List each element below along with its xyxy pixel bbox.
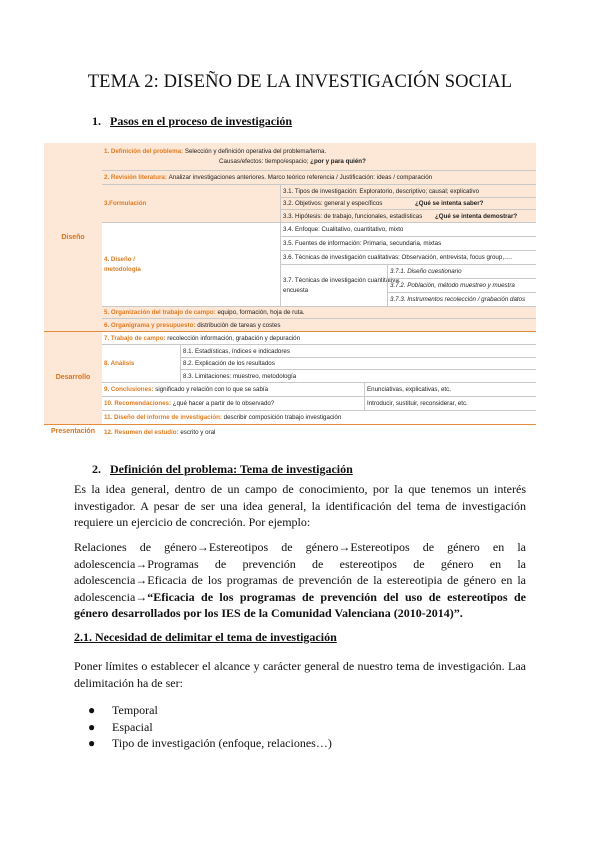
example-final-topic: “Eficacia de los programas de prevención del uso de estereotipos de género desarrollados por los IES de la Comunidad Valenciana (2010-2014)”. xyxy=(74,589,526,620)
paragraph-definition: Es la idea general, dentro de un campo de conocimiento, por la que tenemos un interés investigador. A pesar de ser una idea general, la identificación del tema de investigación requiere un ejercicio de concreción. Por ejemplo: xyxy=(74,482,526,529)
phase-desarrollo: Desarrollo xyxy=(44,331,102,424)
row-7-label: 7. Trabajo de campo: xyxy=(104,334,166,342)
row-4-label-1: 4. Diseño / xyxy=(104,256,135,263)
section-1-title: Pasos en el proceso de investigación xyxy=(110,114,293,128)
row-10-right: Introducir, sustituir, reconsiderar, etc. xyxy=(364,397,536,411)
section-1-heading xyxy=(92,114,292,129)
row-10 xyxy=(102,397,364,411)
row-2-label: 2. Revisión literatura: xyxy=(104,174,167,181)
row-9 xyxy=(102,383,364,397)
row-4-b: 3.5. Fuentes de información: Primaria, secundaria, mixtas xyxy=(280,237,536,251)
row-3-a: 3.1. Tipos de investigación: Exploratorio, descriptivo; causal; explicativo xyxy=(280,185,536,198)
row-5-label: 5. Organización del trabajo de campo: xyxy=(104,309,216,316)
section-2-title: Definición del problema: Tema de investigación xyxy=(110,462,353,476)
row-6-text: distribución de tareas y costes xyxy=(197,321,281,329)
row-3-c-text: 3.3. Hipótesis: de trabajo, funcionales, estadísticas xyxy=(283,212,423,220)
bullet-icon: ● xyxy=(88,703,96,717)
row-12-text: escrito y oral xyxy=(180,428,216,436)
row-3-b-text: 3.2. Objetivos: general y específicos xyxy=(283,200,383,207)
row-4-e1: 3.7.1. Diseño cuestionario xyxy=(387,265,536,279)
bullet-icon: ● xyxy=(88,736,96,750)
row-5 xyxy=(102,307,536,319)
section-2-1-heading: 2.1. Necesidad de delimitar el tema de investigación xyxy=(74,630,337,644)
paragraph-example xyxy=(74,539,526,622)
phase-diseno: Diseño xyxy=(44,143,102,331)
row-4-a: 3.4. Enfoque: Cualitativo, cuantitativo, mixto xyxy=(280,223,536,237)
list-item: ● Temporal xyxy=(88,703,158,717)
row-3-c xyxy=(280,210,536,223)
row-8-c: 8.3. Limitaciones: muestreo, metodología xyxy=(180,370,536,383)
delimitation-list xyxy=(74,702,332,752)
row-1-text: Selección y definición operativa del problema/tema. xyxy=(184,148,327,155)
row-7-text: recolección información, grabación y depuración xyxy=(167,334,301,342)
section-2-number: 2. xyxy=(92,462,101,476)
row-11 xyxy=(102,411,536,424)
row-5-text: equipo, formación, hoja de ruta. xyxy=(217,309,305,316)
row-8-b: 8.2. Explicación de los resultados xyxy=(180,358,536,370)
row-3-label: 3.Formulación xyxy=(102,185,280,223)
row-4-d-2: encuesta xyxy=(283,287,309,294)
row-12-label: 12. Resumen del estudio: xyxy=(104,428,179,436)
row-3-c-question: ¿Qué se intenta demostrar? xyxy=(435,212,518,220)
row-4-label-2: metodología xyxy=(104,266,141,273)
row-11-label: 11. Diseño del informe de investigación: xyxy=(104,414,222,421)
section-1-number: 1. xyxy=(92,114,101,128)
research-process-table xyxy=(44,143,536,439)
section-2-heading xyxy=(92,462,353,477)
list-item: ● Espacial xyxy=(88,719,153,734)
row-6-label: 6. Organigrama y presupuesto: xyxy=(104,321,196,329)
example-chain: Relaciones de género→Estereotipos de género→Estereotipos de género en la adolescencia→Programas de prevención de estereotipos de género en la adolescencia→Eficacia de los programas de prevención de la estereotipia de género en la adolescencia→ xyxy=(74,540,526,604)
page-title: TEMA 2: DISEÑO DE LA INVESTIGACIÓN SOCIAL xyxy=(87,72,513,92)
row-9-label: 9. Conclusiones: xyxy=(104,386,154,393)
row-6 xyxy=(102,319,536,331)
row-3-b-question: ¿Qué se intenta saber? xyxy=(415,200,484,207)
row-1-label: 1. Definición del problema: xyxy=(104,148,184,155)
row-4-e2: 3.7.2. Población, método muestreo y muestra xyxy=(387,279,536,293)
row-8-a: 8.1. Estadísticas, índices e indicadores xyxy=(180,345,536,358)
paragraph-delimitation: Poner límites o establecer el alcance y carácter general de nuestro tema de investigación. Laa delimitación ha de ser: xyxy=(74,659,526,690)
row-4-e3: 3.7.3. Instrumentos recolección / grabación datos xyxy=(387,293,536,307)
row-2-text: Analizar investigaciones anteriores. Marco teórico referencia / Justificación: ideas / comparación xyxy=(168,174,433,181)
row-8-label: 8. Análisis xyxy=(102,345,180,383)
row-4-d xyxy=(280,265,401,307)
phase-presentacion: Presentación xyxy=(44,424,102,439)
bullet-icon: ● xyxy=(88,719,96,734)
row-4-d-1: 3.7. Técnicas de investigación cuantitativa: xyxy=(283,277,401,284)
row-10-label: 10. Recomendaciones: xyxy=(104,400,172,407)
row-4-c: 3.6. Técnicas de investigación cualitativas: Observación, entrevista, focus group,…. xyxy=(280,251,536,265)
row-9-text: significado y relación con lo que se sabía xyxy=(155,386,269,393)
row-7 xyxy=(102,332,536,345)
row-3-b xyxy=(280,198,536,210)
row-1-text2b: ¿por y para quién? xyxy=(310,158,366,165)
row-12 xyxy=(102,425,536,439)
row-1 xyxy=(102,143,536,171)
row-4-label xyxy=(102,223,280,307)
row-1-text2a: Causas/efectos: tiempo/espacio; xyxy=(219,158,309,165)
row-2 xyxy=(102,171,536,185)
list-item: ● Tipo de investigación (enfoque, relaciones…) xyxy=(88,736,332,750)
row-9-right: Enunciativas, explicativas, etc. xyxy=(364,383,536,397)
row-10-text: ¿qué hacer a partir de lo observado? xyxy=(172,400,275,407)
row-11-text: describir composición trabajo investigación xyxy=(223,414,342,421)
